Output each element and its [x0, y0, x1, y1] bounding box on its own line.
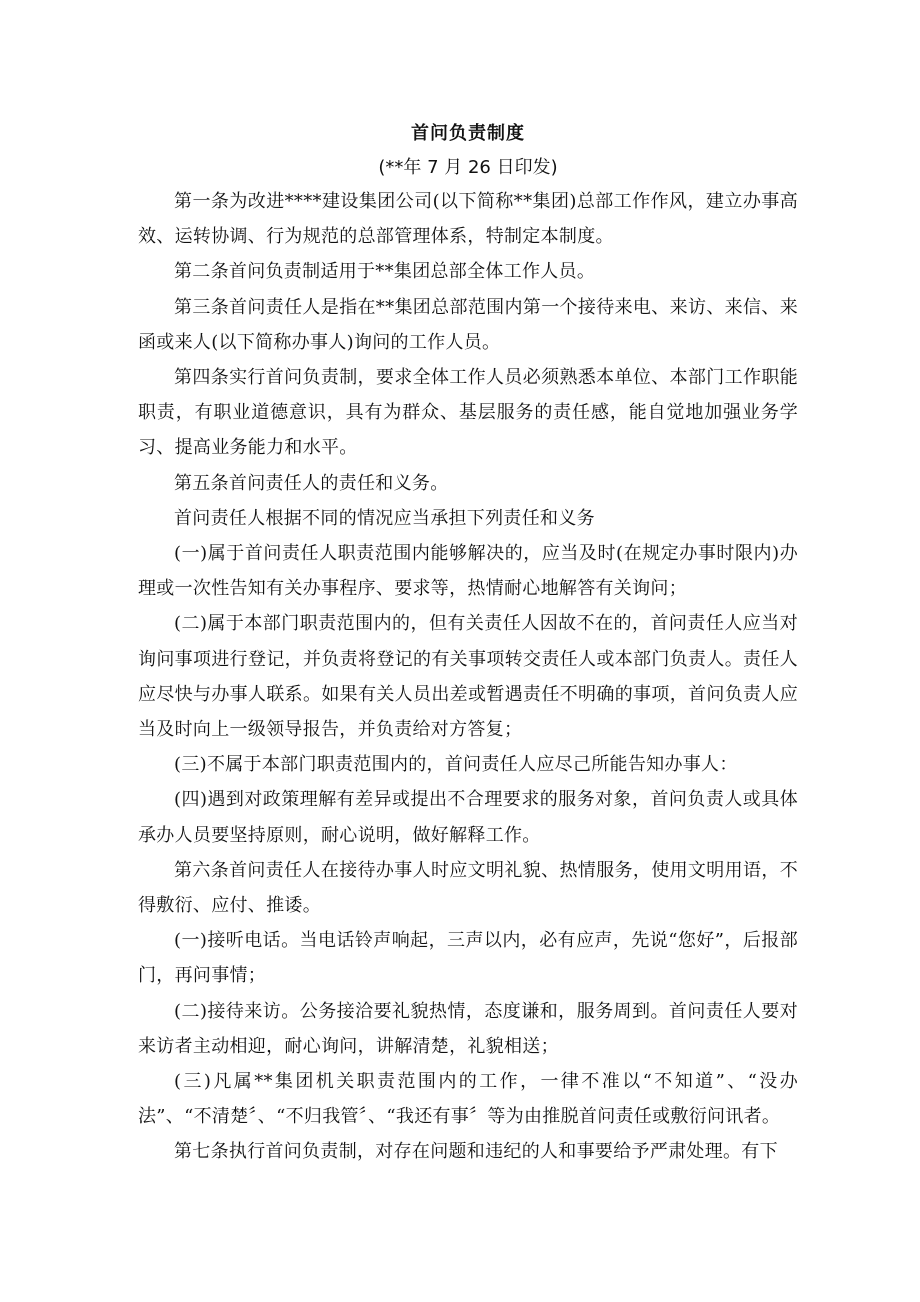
paragraph-article-4: 第四条实行首问负责制，要求全体工作人员必须熟悉本单位、本部门工作职能职责，有职业道德意识，具有为群众、基层服务的责任感，能自觉地加强业务学习、提高业务能力和水平。 — [138, 367, 798, 459]
paragraph-article-1: 第一条为改进****建设集团公司(以下简称**集团)总部工作作风，建立办事高效、运转协调、行为规范的总部管理体系，特制定本制度。 — [138, 191, 798, 248]
document-title: 首问负责制度 — [411, 123, 525, 144]
paragraph-article-2: 第二条首问负责制适用于**集团总部全体工作人员。 — [174, 261, 596, 283]
paragraph-article-6: 第六条首问责任人在接待办事人时应文明礼貌、热情服务，使用文明用语，不得敷衍、应付、推诿。 — [138, 859, 798, 917]
document-subtitle: (**年 7 月 26 日印发) — [378, 157, 558, 178]
paragraph-service-2: (二)接待来访。公务接洽要礼貌热情，态度谦和，服务周到。首问责任人要对来访者主动相迎，耐心询问，讲解清楚，礼貌相送； — [138, 1000, 798, 1057]
document-page — [138, 118, 798, 1170]
paragraph-service-1: (一)接听电话。当电话铃声响起，三声以内，必有应声，先说“您好”，后报部门，再问事情； — [138, 930, 798, 987]
paragraph-article-3: 第三条首问责任人是指在**集团总部范围内第一个接待来电、来访、来信、来函或来人(以下简称办事人)询问的工作人员。 — [138, 296, 798, 353]
paragraph-duty-3: (三)不属于本部门职责范围内的，首问责任人应尽己所能告知办事人： — [174, 754, 738, 776]
paragraph-service-3: (三)凡属**集团机关职责范围内的工作，一律不准以“不知道”、“没办法”、“不清楚〞、“不归我管〞、“我还有事〞等为由推脱首问责任或敷衍问讯者。 — [138, 1071, 798, 1128]
paragraph-article-5: 第五条首问责任人的责任和义务。 — [174, 472, 449, 494]
paragraph-duties-intro: 首问责任人根据不同的情况应当承担下列责任和义务 — [174, 507, 595, 529]
paragraph-duty-1: (一)属于首问责任人职责范围内能够解决的，应当及时(在规定办事时限内)办理或一次性告知有关办事程序、要求等，热情耐心地解答有关询问； — [138, 543, 798, 600]
paragraph-article-7: 第七条执行首问负责制，对存在问题和违纪的人和事要给予严肃处理。有下 — [174, 1141, 778, 1163]
paragraph-duty-4: (四)遇到对政策理解有差异或提出不合理要求的服务对象，首问负责人或具体承办人员要坚持原则，耐心说明，做好解释工作。 — [138, 789, 798, 846]
paragraph-duty-2: (二)属于本部门职责范围内的，但有关责任人因故不在的，首问责任人应当对询问事项进行登记，并负责将登记的有关事项转交责任人或本部门负责人。责任人应尽快与办事人联系。如果有关人员出差或暂遇责任不明确的事项，首问负责人应当及时向上一级领导报告，并负责给对方答复； — [138, 613, 798, 741]
